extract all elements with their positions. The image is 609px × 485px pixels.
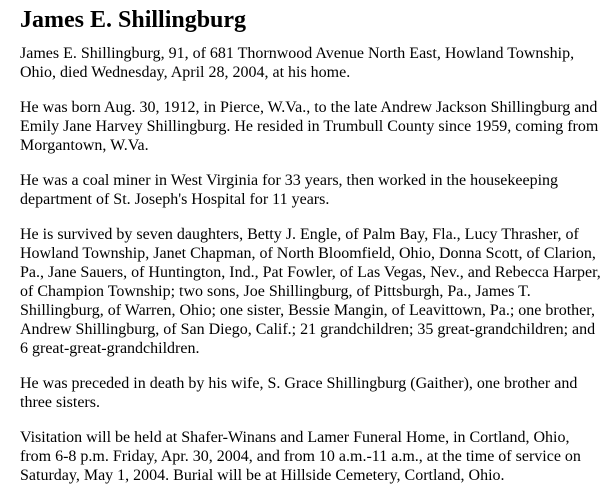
paragraph-birth: He was born Aug. 30, 1912, in Pierce, W.Va., to the late Andrew Jackson Shillingburg and Emily Jane Harvey Shillingburg. He resided in Trumbull County since 1959, coming from Morgantown, W.Va. xyxy=(20,99,599,154)
paragraph-death-notice: James E. Shillingburg, 91, of 681 Thornwood Avenue North East, Howland Township, Ohio, died Wednesday, April 28, 2004, at his home. xyxy=(20,45,575,81)
paragraph-survivors: He is survived by seven daughters, Betty J. Engle, of Palm Bay, Fla., Lucy Thrasher, of Howland Township, Janet Chapman, of North Bloomfield, Ohio, Donna Scott, of Clarion, Pa., Jane Sauers, of Huntington, Ind., Pat Fowler, of Las Vegas, Nev., and Rebecca Harper, of Champion Township; two sons, Joe Shillingburg, of Pittsburgh, Pa., James T. Shillingburg, of Warren, Ohio; one sister, Bessie Mangin, of Leavittown, Pa.; one brother, Andrew Shillingburg, of San Diego, Calif.; 21 grandchildren; 35 great-grandchildren; and 6 great-great-grandchildren. xyxy=(20,226,601,357)
paragraph-career: He was a coal miner in West Virginia for 33 years, then worked in the housekeeping department of St. Joseph's Hospital for 11 years. xyxy=(20,172,559,208)
paragraph-visitation: Visitation will be held at Shafer-Winans and Lamer Funeral Home, in Cortland, Ohio, from 6-8 p.m. Friday, Apr. 30, 2004, and from 10 a.m.-11 a.m., at the time of service on Saturday, May 1, 2004. Burial will be at Hillside Cemetery, Cortland, Ohio. xyxy=(20,429,581,484)
paragraph-preceded: He was preceded in death by his wife, S. Grace Shillingburg (Gaither), one brother and three sisters. xyxy=(20,375,578,411)
page-title: James E. Shillingburg xyxy=(20,7,247,33)
